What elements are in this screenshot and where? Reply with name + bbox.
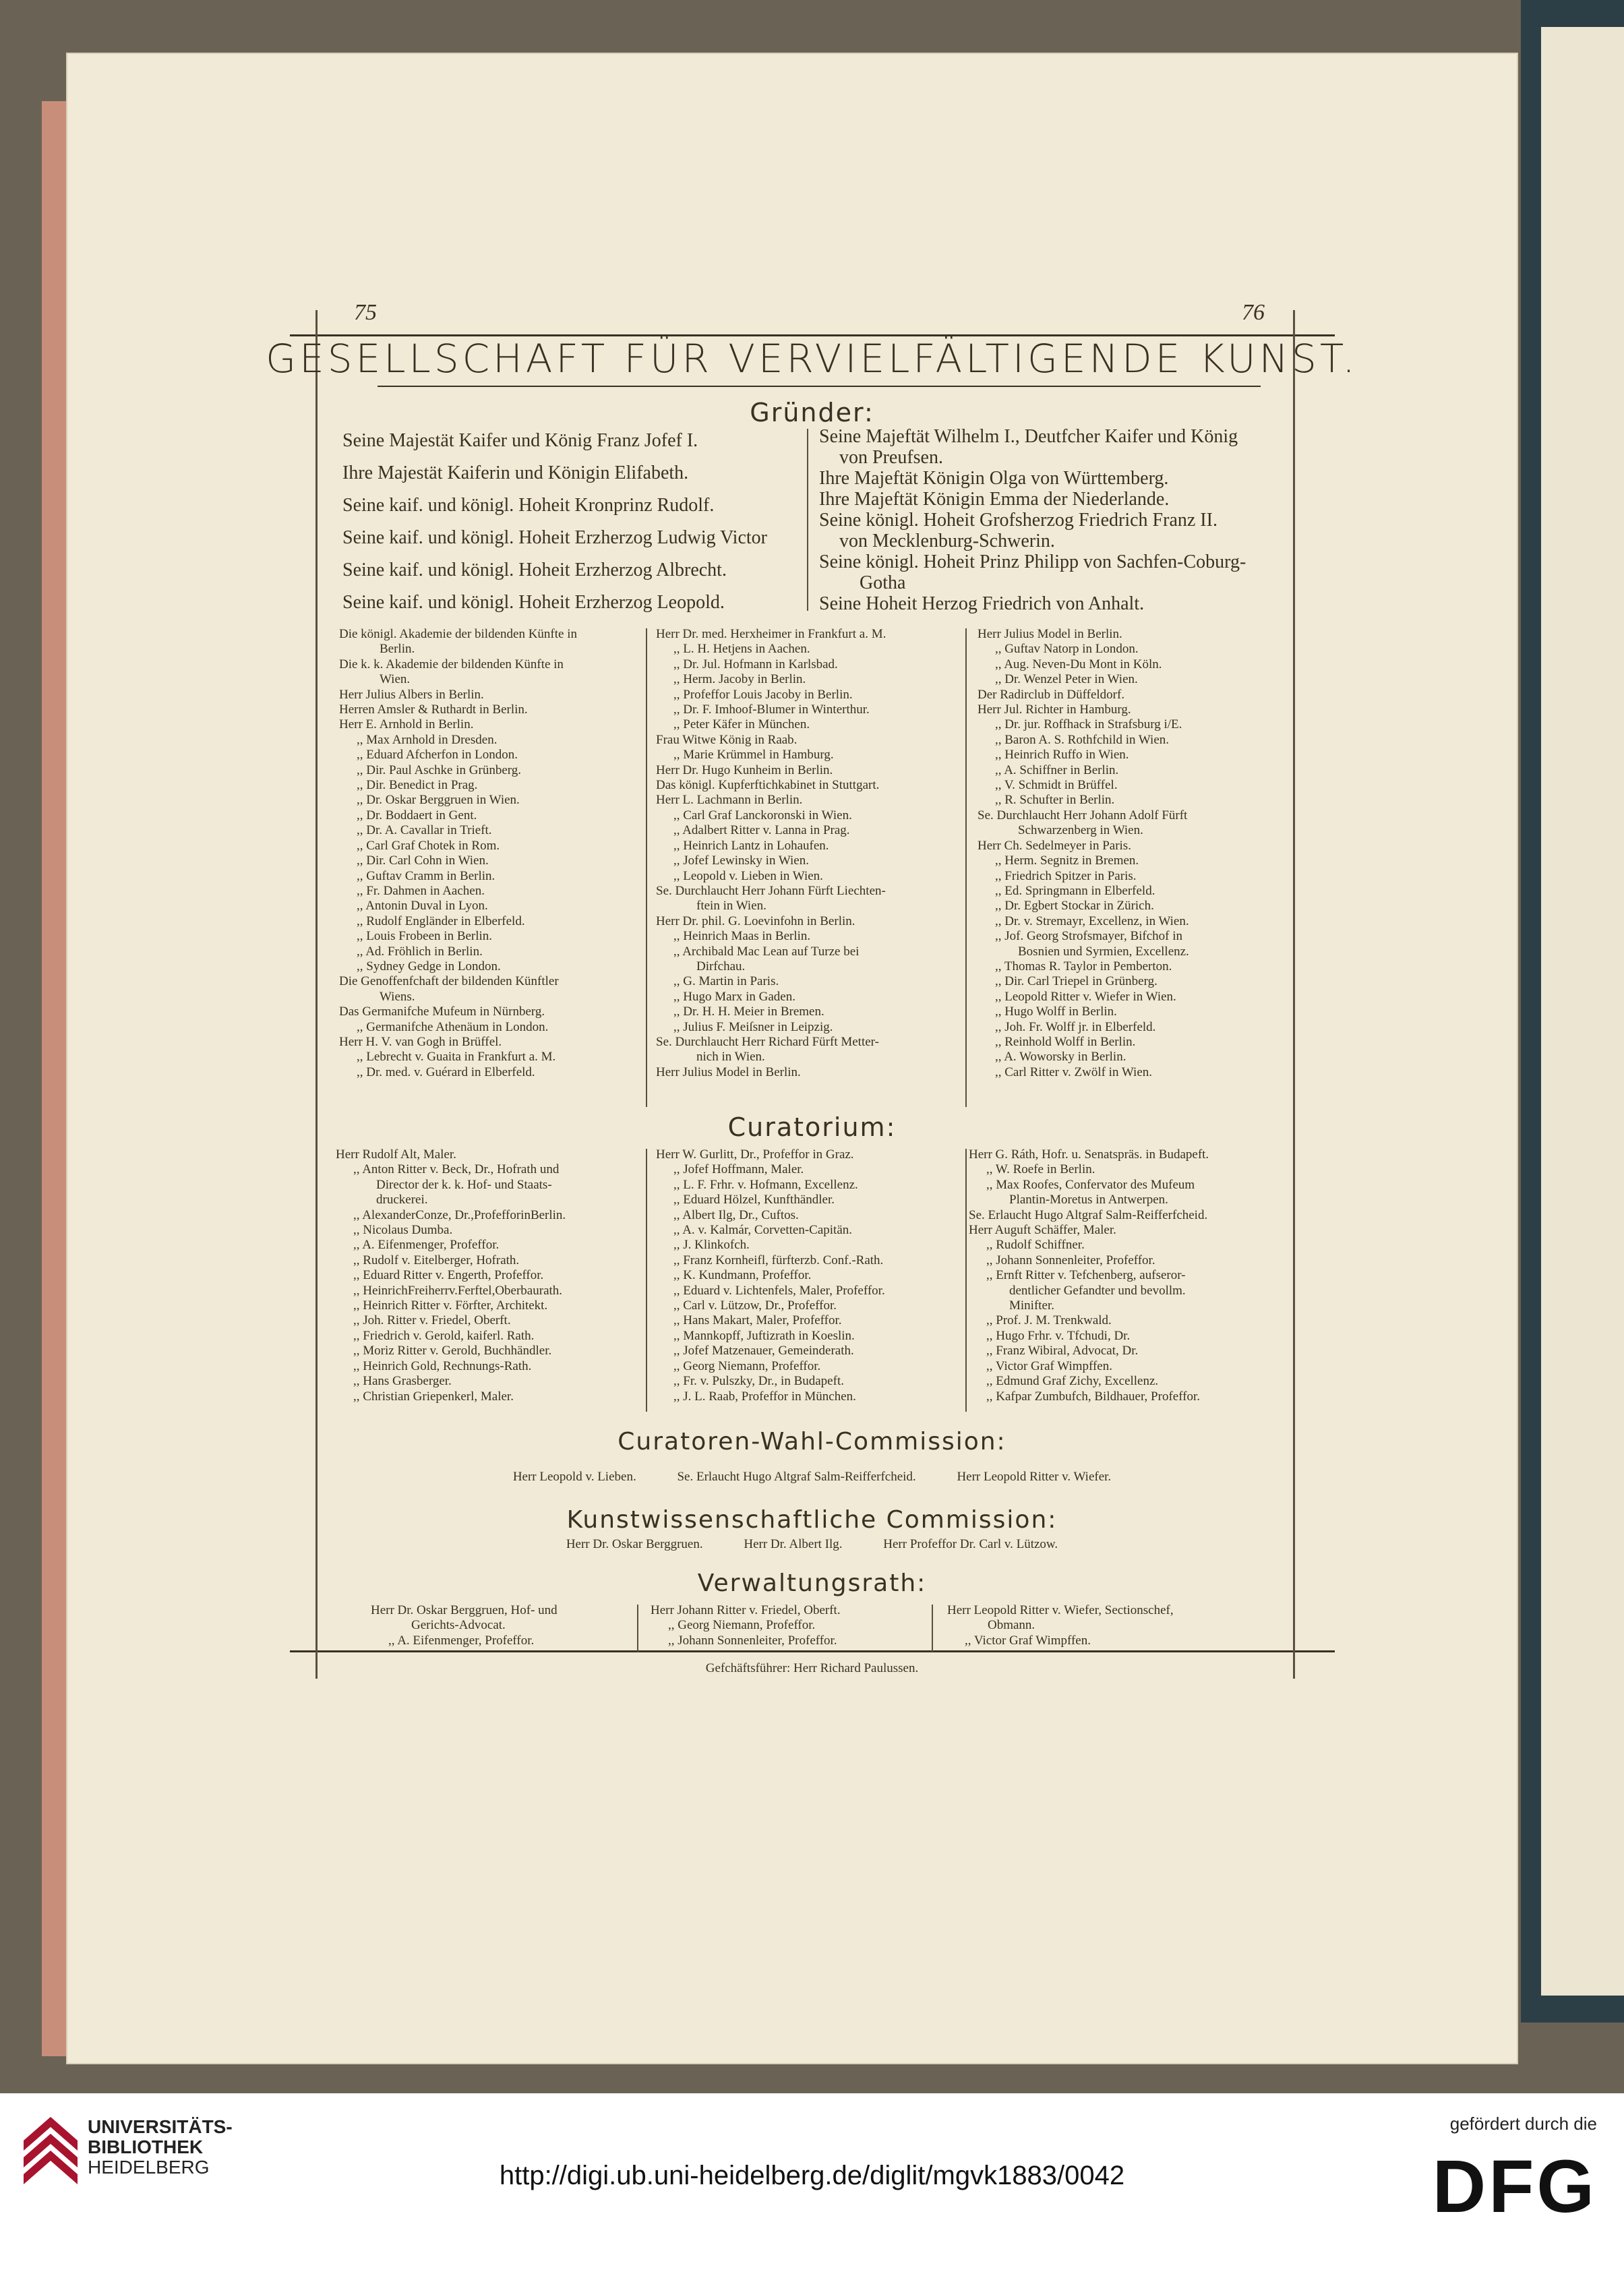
entry-line: ,, Anton Ritter v. Beck, Dr., Hofrath und bbox=[353, 1162, 560, 1177]
entry-line: ,, A. Eifenmenger, Profeffor. bbox=[388, 1633, 535, 1648]
bottom-rule bbox=[290, 1650, 1335, 1652]
entry-line: ,, Dir. Benedict in Prag. bbox=[357, 778, 478, 793]
entry-line: ,, Adalbert Ritter v. Lanna in Prag. bbox=[673, 823, 850, 838]
entry-line: ,, A. v. Kalmár, Corvetten-Capitän. bbox=[673, 1223, 852, 1238]
entry-line: ,, Baron A. S. Rothfchild in Wien. bbox=[995, 732, 1170, 747]
entry-line: ,, Hans Grasberger. bbox=[353, 1374, 452, 1389]
curatorium-divider-2 bbox=[965, 1149, 967, 1412]
entry-line: ,, Jofef Lewinsky in Wien. bbox=[673, 854, 809, 868]
entry-line: Obmann. bbox=[988, 1618, 1035, 1633]
entry-line: ,, Eduard Afcherfon in London. bbox=[357, 748, 518, 762]
entry-line: ,, Franz Wibiral, Advocat, Dr. bbox=[986, 1344, 1139, 1358]
entry-line: ,, Dr. A. Cavallar in Trieft. bbox=[357, 823, 492, 838]
page-number-right: 76 bbox=[1242, 300, 1265, 325]
entry-line: ,, Hugo Frhr. v. Tfchudi, Dr. bbox=[986, 1328, 1131, 1343]
entry-line: Se. Erlaucht Hugo Altgraf Salm-Reifferfcheid. bbox=[969, 1207, 1208, 1222]
gruender-right-column bbox=[819, 426, 1277, 614]
funding-label: gefördert durch die bbox=[1449, 2114, 1597, 2134]
entry-line: ,, Eduard Hölzel, Kunfthändler. bbox=[673, 1193, 835, 1207]
entry-line: ,, Lebrecht v. Guaita in Frankfurt a. M. bbox=[357, 1050, 556, 1065]
entry-line: ,, Dr. Jul. Hofmann in Karlsbad. bbox=[673, 657, 838, 671]
entry-line: ,, A. Eifenmenger, Profeffor. bbox=[353, 1238, 500, 1253]
entry-line: ,, Archibald Mac Lean auf Turze bei bbox=[673, 944, 860, 959]
wahl-commission-heading: Curatoren-Wahl-Commission: bbox=[618, 1428, 1006, 1456]
entry-line: ,, Dr. v. Stremayr, Excellenz, in Wien. bbox=[995, 914, 1189, 928]
gruender-line: Seine kaif. und königl. Hoheit Erzherzog Leopold. bbox=[342, 592, 725, 613]
entry-line: ,, Dr. jur. Roffhack in Strafsburg i/E. bbox=[995, 717, 1182, 732]
entry-line: ,, Georg Niemann, Profeffor. bbox=[673, 1358, 821, 1373]
university-name-line: BIBLIOTHEK bbox=[88, 2136, 204, 2157]
entry-line: Herr H. V. van Gogh in Brüffel. bbox=[339, 1034, 502, 1049]
verwaltungsrath-divider-1 bbox=[637, 1605, 638, 1652]
entry-line: ,, J. L. Raab, Profeffor in München. bbox=[673, 1389, 856, 1404]
entry-line: ,, Kafpar Zumbufch, Bildhauer, Profeffor. bbox=[986, 1389, 1201, 1404]
entry-line: Herr Dr. Oskar Berggruen, Hof- und bbox=[371, 1603, 558, 1617]
entry-line: ,, A. Schiffner in Berlin. bbox=[995, 762, 1119, 777]
adjacent-page bbox=[1521, 0, 1624, 2023]
entry-line: ,, Guftav Natorp in London. bbox=[995, 642, 1139, 657]
entry-line: Dirfchau. bbox=[696, 959, 746, 974]
entry-line: ,, Rudolf v. Eitelberger, Hofrath. bbox=[353, 1253, 520, 1267]
gruender-line: von Preufsen. bbox=[839, 447, 943, 468]
curatorium-divider-1 bbox=[646, 1149, 647, 1412]
page-number-left: 75 bbox=[354, 300, 377, 325]
entry-line: ,, Peter Käfer in München. bbox=[673, 717, 810, 732]
entry-line: ,, Heinrich Maas in Berlin. bbox=[673, 929, 811, 944]
wahl-commission-members bbox=[0, 1470, 1624, 1485]
entry-line: ftein in Wien. bbox=[696, 899, 766, 914]
gruender-line: Seine königl. Hoheit Grofsherzog Friedrich Franz II. bbox=[819, 510, 1217, 531]
entry-line: Herr W. Gurlitt, Dr., Profeffor in Graz. bbox=[656, 1147, 854, 1162]
entry-line: Frau Witwe König in Raab. bbox=[656, 732, 798, 747]
entry-line: Herr E. Arnhold in Berlin. bbox=[339, 717, 474, 732]
entry-line: Herr Julius Model in Berlin. bbox=[656, 1065, 801, 1079]
entry-line: ,, Heinrich Ritter v. Förfter, Architekt. bbox=[353, 1298, 548, 1313]
entry-line: ,, J. Klinkofch. bbox=[673, 1238, 750, 1253]
title-rule bbox=[378, 386, 1261, 387]
entry-line: ,, Sydney Gedge in London. bbox=[357, 959, 501, 974]
gruender-divider bbox=[807, 429, 808, 611]
entry-line: ,, Victor Graf Wimpffen. bbox=[986, 1358, 1112, 1373]
entry-line: ,, Louis Frobeen in Berlin. bbox=[357, 929, 493, 944]
entry-line: Se. Durchlaucht Herr Johann Fürft Liechten- bbox=[656, 883, 886, 898]
curatorium-heading: Curatorium: bbox=[727, 1112, 897, 1142]
entry-line: ,, Rudolf Engländer in Elberfeld. bbox=[357, 914, 525, 928]
entry-line: ,, Albert Ilg, Dr., Cuftos. bbox=[673, 1207, 799, 1222]
geschaeftsfuehrer: Gefchäftsführer: Herr Richard Paulussen. bbox=[705, 1661, 919, 1675]
entry-line: Herr Dr. phil. G. Loevinfohn in Berlin. bbox=[656, 914, 855, 928]
entry-line: ,, Dr. H. H. Meier in Bremen. bbox=[673, 1005, 824, 1019]
entry-line: Die Genoffenfchaft der bildenden Künftler bbox=[339, 974, 559, 989]
curatorium-column-1 bbox=[336, 1147, 642, 1404]
entry-line: ,, V. Schmidt in Brüffel. bbox=[995, 778, 1118, 793]
entry-line: ,, Dr. Wenzel Peter in Wien. bbox=[995, 672, 1138, 687]
entry-line: Herr Ch. Sedelmeyer in Paris. bbox=[978, 838, 1131, 853]
entry-line: ,, Mannkopff, Juftizrath in Koeslin. bbox=[673, 1328, 855, 1343]
entry-line: ,, Herm. Segnitz in Bremen. bbox=[995, 854, 1139, 868]
wahl-member: Herr Leopold v. Lieben. bbox=[512, 1470, 636, 1484]
entry-line: Herren Amsler & Ruthardt in Berlin. bbox=[339, 702, 528, 717]
entry-line: ,, Eduard Ritter v. Engerth, Profeffor. bbox=[353, 1268, 544, 1283]
gruender-line: Gotha bbox=[860, 572, 906, 593]
page-edge bbox=[42, 101, 69, 2056]
entry-line: ,, Dir. Carl Triepel in Grünberg. bbox=[995, 974, 1157, 989]
university-name-line: HEIDELBERG bbox=[88, 2157, 210, 2178]
curatorium-column-3 bbox=[969, 1147, 1279, 1404]
entry-line: ,, Heinrich Gold, Rechnungs-Rath. bbox=[353, 1358, 532, 1373]
entry-line: ,, Dr. Egbert Stockar in Zürich. bbox=[995, 899, 1154, 914]
gruender-line: Seine Majeftät Wilhelm I., Deutfcher Kaifer und König bbox=[819, 426, 1238, 447]
verwaltungsrath-column-1 bbox=[371, 1603, 627, 1648]
entry-line: nich in Wien. bbox=[696, 1050, 765, 1065]
entry-line: Das königl. Kupferftichkabinet in Stuttgart. bbox=[656, 778, 880, 793]
entry-line: Herr L. Lachmann in Berlin. bbox=[656, 793, 803, 808]
kunst-member: Herr Dr. Albert Ilg. bbox=[744, 1537, 843, 1551]
gruender-heading: Gründer: bbox=[750, 398, 874, 427]
entry-line: ,, Reinhold Wolff in Berlin. bbox=[995, 1034, 1136, 1049]
entry-line: Herr Johann Ritter v. Friedel, Oberft. bbox=[651, 1603, 841, 1617]
kunst-commission-heading: Kunstwissenschaftliche Commission: bbox=[566, 1506, 1058, 1534]
entry-line: ,, Leopold v. Lieben in Wien. bbox=[673, 868, 823, 883]
entry-line: ,, HeinrichFreiherrv.Ferftel,Oberbaurath. bbox=[353, 1283, 563, 1298]
wahl-member: Herr Leopold Ritter v. Wiefer. bbox=[957, 1470, 1112, 1484]
entry-line: ,, Rudolf Schiffner. bbox=[986, 1238, 1085, 1253]
entry-line: Herr Dr. med. Herxheimer in Frankfurt a. M. bbox=[656, 627, 886, 641]
source-url-link[interactable]: http://digi.ub.uni-heidelberg.de/diglit/mgvk1883/0042 bbox=[499, 2161, 1125, 2190]
entry-line: Herr Auguft Schäffer, Maler. bbox=[969, 1223, 1116, 1238]
entry-line: ,, Jof. Georg Strofsmayer, Bifchof in bbox=[995, 929, 1183, 944]
entry-line: ,, Fr. v. Pulszky, Dr., in Budapeft. bbox=[673, 1374, 844, 1389]
entry-line: ,, Marie Krümmel in Hamburg. bbox=[673, 748, 834, 762]
entry-line: Director der k. k. Hof- und Staats- bbox=[376, 1177, 552, 1192]
entry-line: ,, G. Martin in Paris. bbox=[673, 974, 779, 989]
entry-line: ,, Max Arnhold in Dresden. bbox=[357, 732, 498, 747]
entry-line: ,, Carl Graf Chotek in Rom. bbox=[357, 838, 500, 853]
entry-line: ,, Nicolaus Dumba. bbox=[353, 1223, 453, 1238]
entry-line: Plantin-Moretus in Antwerpen. bbox=[1009, 1193, 1168, 1207]
entry-line: ,, Julius F. Meiſsner in Leipzig. bbox=[673, 1019, 833, 1034]
entry-line: ,, Edmund Graf Zichy, Excellenz. bbox=[986, 1374, 1159, 1389]
entry-line: ,, Prof. J. M. Trenkwald. bbox=[986, 1313, 1112, 1328]
entry-line: ,, L. H. Hetjens in Aachen. bbox=[673, 642, 810, 657]
entry-line: ,, Jofef Hoffmann, Maler. bbox=[673, 1162, 804, 1177]
entry-line: ,, Dr. Oskar Berggruen in Wien. bbox=[357, 793, 520, 808]
university-name-line: UNIVERSITÄTS- bbox=[88, 2116, 233, 2137]
entry-line: dentlicher Gefandter und bevollm. bbox=[1009, 1283, 1186, 1298]
entry-line: Herr Julius Model in Berlin. bbox=[978, 627, 1122, 641]
entry-line: ,, Dr. Boddaert in Gent. bbox=[357, 808, 477, 822]
kunst-member: Herr Profeffor Dr. Carl v. Lützow. bbox=[883, 1537, 1058, 1551]
entry-line: Gerichts-Advocat. bbox=[411, 1618, 506, 1633]
verwaltungsrath-heading: Verwaltungsrath: bbox=[697, 1569, 927, 1597]
entry-line: ,, Carl Ritter v. Zwölf in Wien. bbox=[995, 1065, 1153, 1079]
kunst-commission-members bbox=[0, 1537, 1624, 1552]
entry-line: Die k. k. Akademie der bildenden Künfte in bbox=[339, 657, 564, 671]
members-column-2 bbox=[656, 627, 956, 1080]
entry-line: ,, Dir. Carl Cohn in Wien. bbox=[357, 854, 489, 868]
gruender-left-column bbox=[342, 425, 801, 619]
entry-line: Herr Julius Albers in Berlin. bbox=[339, 687, 484, 702]
entry-line: ,, Leopold Ritter v. Wiefer in Wien. bbox=[995, 989, 1176, 1004]
entry-line: Herr Leopold Ritter v. Wiefer, Sectionschef, bbox=[947, 1603, 1174, 1617]
entry-line: Berlin. bbox=[380, 642, 415, 657]
entry-line: ,, Ad. Fröhlich in Berlin. bbox=[357, 944, 483, 959]
page-title: GESELLSCHAFT FÜR VERVIELFÄLTIGENDE KUNST. bbox=[266, 336, 1358, 382]
entry-line: ,, AlexanderConze, Dr.,ProfefforinBerlin. bbox=[353, 1207, 566, 1222]
entry-line: ,, Friedrich Spitzer in Paris. bbox=[995, 868, 1137, 883]
curatorium-column-2 bbox=[656, 1147, 963, 1404]
entry-line: ,, Hans Makart, Maler, Profeffor. bbox=[673, 1313, 842, 1328]
entry-line: Herr Dr. Hugo Kunheim in Berlin. bbox=[656, 762, 833, 777]
entry-line: Herr G. Ráth, Hofr. u. Senatspräs. in Budapeft. bbox=[969, 1147, 1209, 1162]
entry-line: ,, Ernft Ritter v. Tefchenberg, aufseror- bbox=[986, 1268, 1186, 1283]
gruender-line: Ihre Majestät Kaiferin und Königin Elifabeth. bbox=[342, 462, 689, 483]
kunst-member: Herr Dr. Oskar Berggruen. bbox=[566, 1537, 703, 1551]
entry-line: ,, Aug. Neven-Du Mont in Köln. bbox=[995, 657, 1162, 671]
entry-line: ,, Carl Graf Lanckoronski in Wien. bbox=[673, 808, 852, 822]
gruender-line: von Mecklenburg-Schwerin. bbox=[839, 531, 1055, 551]
entry-line: ,, Ed. Springmann in Elberfeld. bbox=[995, 883, 1155, 898]
entry-line: Minifter. bbox=[1009, 1298, 1055, 1313]
entry-line: ,, Johann Sonnenleiter, Profeffor. bbox=[986, 1253, 1155, 1267]
members-divider-2 bbox=[965, 628, 967, 1107]
entry-line: ,, Thomas R. Taylor in Pemberton. bbox=[995, 959, 1172, 974]
entry-line: ,, Joh. Fr. Wolff jr. in Elberfeld. bbox=[995, 1019, 1156, 1034]
entry-line: ,, Joh. Ritter v. Friedel, Oberft. bbox=[353, 1313, 511, 1328]
entry-line: ,, Heinrich Lantz in Lohaufen. bbox=[673, 838, 829, 853]
entry-line: ,, Heinrich Ruffo in Wien. bbox=[995, 748, 1129, 762]
adjacent-page-paper bbox=[1541, 27, 1624, 1996]
entry-line: Das Germanifche Mufeum in Nürnberg. bbox=[339, 1005, 545, 1019]
entry-line: ,, A. Woworsky in Berlin. bbox=[995, 1050, 1126, 1065]
gruender-line: Seine kaif. und königl. Hoheit Erzherzog Albrecht. bbox=[342, 560, 727, 580]
entry-line: ,, Dr. med. v. Guérard in Elberfeld. bbox=[357, 1065, 535, 1079]
entry-line: ,, R. Schufter in Berlin. bbox=[995, 793, 1115, 808]
wahl-member: Se. Erlaucht Hugo Altgraf Salm-Reifferfcheid. bbox=[677, 1470, 916, 1484]
entry-line: ,, Eduard v. Lichtenfels, Maler, Profeffor. bbox=[673, 1283, 885, 1298]
gruender-line: Ihre Majeftät Königin Olga von Württemberg. bbox=[819, 468, 1169, 489]
members-divider-1 bbox=[646, 628, 647, 1107]
entry-line: ,, Dir. Paul Aschke in Grünberg. bbox=[357, 762, 521, 777]
members-column-1 bbox=[339, 627, 639, 1080]
entry-line: ,, Herm. Jacoby in Berlin. bbox=[673, 672, 806, 687]
entry-line: ,, Carl v. Lützow, Dr., Profeffor. bbox=[673, 1298, 837, 1313]
entry-line: ,, K. Kundmann, Profeffor. bbox=[673, 1268, 812, 1283]
gruender-line: Ihre Majeftät Königin Emma der Niederlande. bbox=[819, 489, 1170, 510]
entry-line: ,, Hugo Wolff in Berlin. bbox=[995, 1005, 1117, 1019]
entry-line: ,, Guftav Cramm in Berlin. bbox=[357, 868, 495, 883]
entry-line: ,, Germanifche Athenäum in London. bbox=[357, 1019, 549, 1034]
entry-line: ,, Hugo Marx in Gaden. bbox=[673, 989, 795, 1004]
entry-line: ,, Franz Kornheifl, fürfterzb. Conf.-Rath. bbox=[673, 1253, 884, 1267]
entry-line: ,, Max Roofes, Confervator des Mufeum bbox=[986, 1177, 1195, 1192]
dfg-logo: DFG bbox=[1432, 2145, 1597, 2228]
entry-line: ,, Victor Graf Wimpffen. bbox=[965, 1633, 1091, 1648]
entry-line: Wiens. bbox=[380, 989, 415, 1004]
entry-line: ,, Friedrich v. Gerold, kaiferl. Rath. bbox=[353, 1328, 535, 1343]
entry-line: Herr Jul. Richter in Hamburg. bbox=[978, 702, 1131, 717]
entry-line: ,, Jofef Matzenauer, Gemeinderath. bbox=[673, 1344, 854, 1358]
entry-line: ,, Johann Sonnenleiter, Profeffor. bbox=[668, 1633, 837, 1648]
entry-line: ,, W. Roefe in Berlin. bbox=[986, 1162, 1095, 1177]
entry-line: ,, Christian Griepenkerl, Maler. bbox=[353, 1389, 514, 1404]
members-column-3 bbox=[978, 627, 1277, 1080]
gruender-line: Seine königl. Hoheit Prinz Philipp von Sachfen-Coburg- bbox=[819, 551, 1246, 572]
entry-line: ,, Fr. Dahmen in Aachen. bbox=[357, 883, 485, 898]
entry-line: Herr Rudolf Alt, Maler. bbox=[336, 1147, 456, 1162]
entry-line: ,, L. F. Frhr. v. Hofmann, Excellenz. bbox=[673, 1177, 858, 1192]
entry-line: ,, Moriz Ritter v. Gerold, Buchhändler. bbox=[353, 1344, 552, 1358]
verwaltungsrath-column-2 bbox=[651, 1603, 920, 1648]
verwaltungsrath-column-3 bbox=[947, 1603, 1257, 1648]
gruender-line: Seine Majestät Kaifer und König Franz Jofef I. bbox=[342, 430, 698, 451]
entry-line: ,, Antonin Duval in Lyon. bbox=[357, 899, 488, 914]
gruender-line: Seine kaif. und königl. Hoheit Kronprinz Rudolf. bbox=[342, 495, 715, 516]
gruender-line: Seine kaif. und königl. Hoheit Erzherzog Ludwig Victor bbox=[342, 527, 767, 548]
entry-line: Die königl. Akademie der bildenden Künfte in bbox=[339, 627, 577, 641]
entry-line: ,, Georg Niemann, Profeffor. bbox=[668, 1618, 816, 1633]
entry-line: Schwarzenberg in Wien. bbox=[1018, 823, 1143, 838]
entry-line: Se. Durchlaucht Herr Richard Fürft Metter- bbox=[656, 1034, 879, 1049]
entry-line: Wien. bbox=[380, 672, 411, 687]
gruender-line: Seine Hoheit Herzog Friedrich von Anhalt. bbox=[819, 593, 1145, 614]
verwaltungsrath-divider-2 bbox=[932, 1605, 933, 1652]
entry-line: druckerei. bbox=[376, 1193, 428, 1207]
entry-line: ,, Dr. F. Imhoof-Blumer in Winterthur. bbox=[673, 702, 870, 717]
entry-line: ,, Profeffor Louis Jacoby in Berlin. bbox=[673, 687, 853, 702]
entry-line: Der Radirclub in Düffeldorf. bbox=[978, 687, 1125, 702]
entry-line: Bosnien und Syrmien, Excellenz. bbox=[1018, 944, 1189, 959]
entry-line: Se. Durchlaucht Herr Johann Adolf Fürft bbox=[978, 808, 1188, 822]
